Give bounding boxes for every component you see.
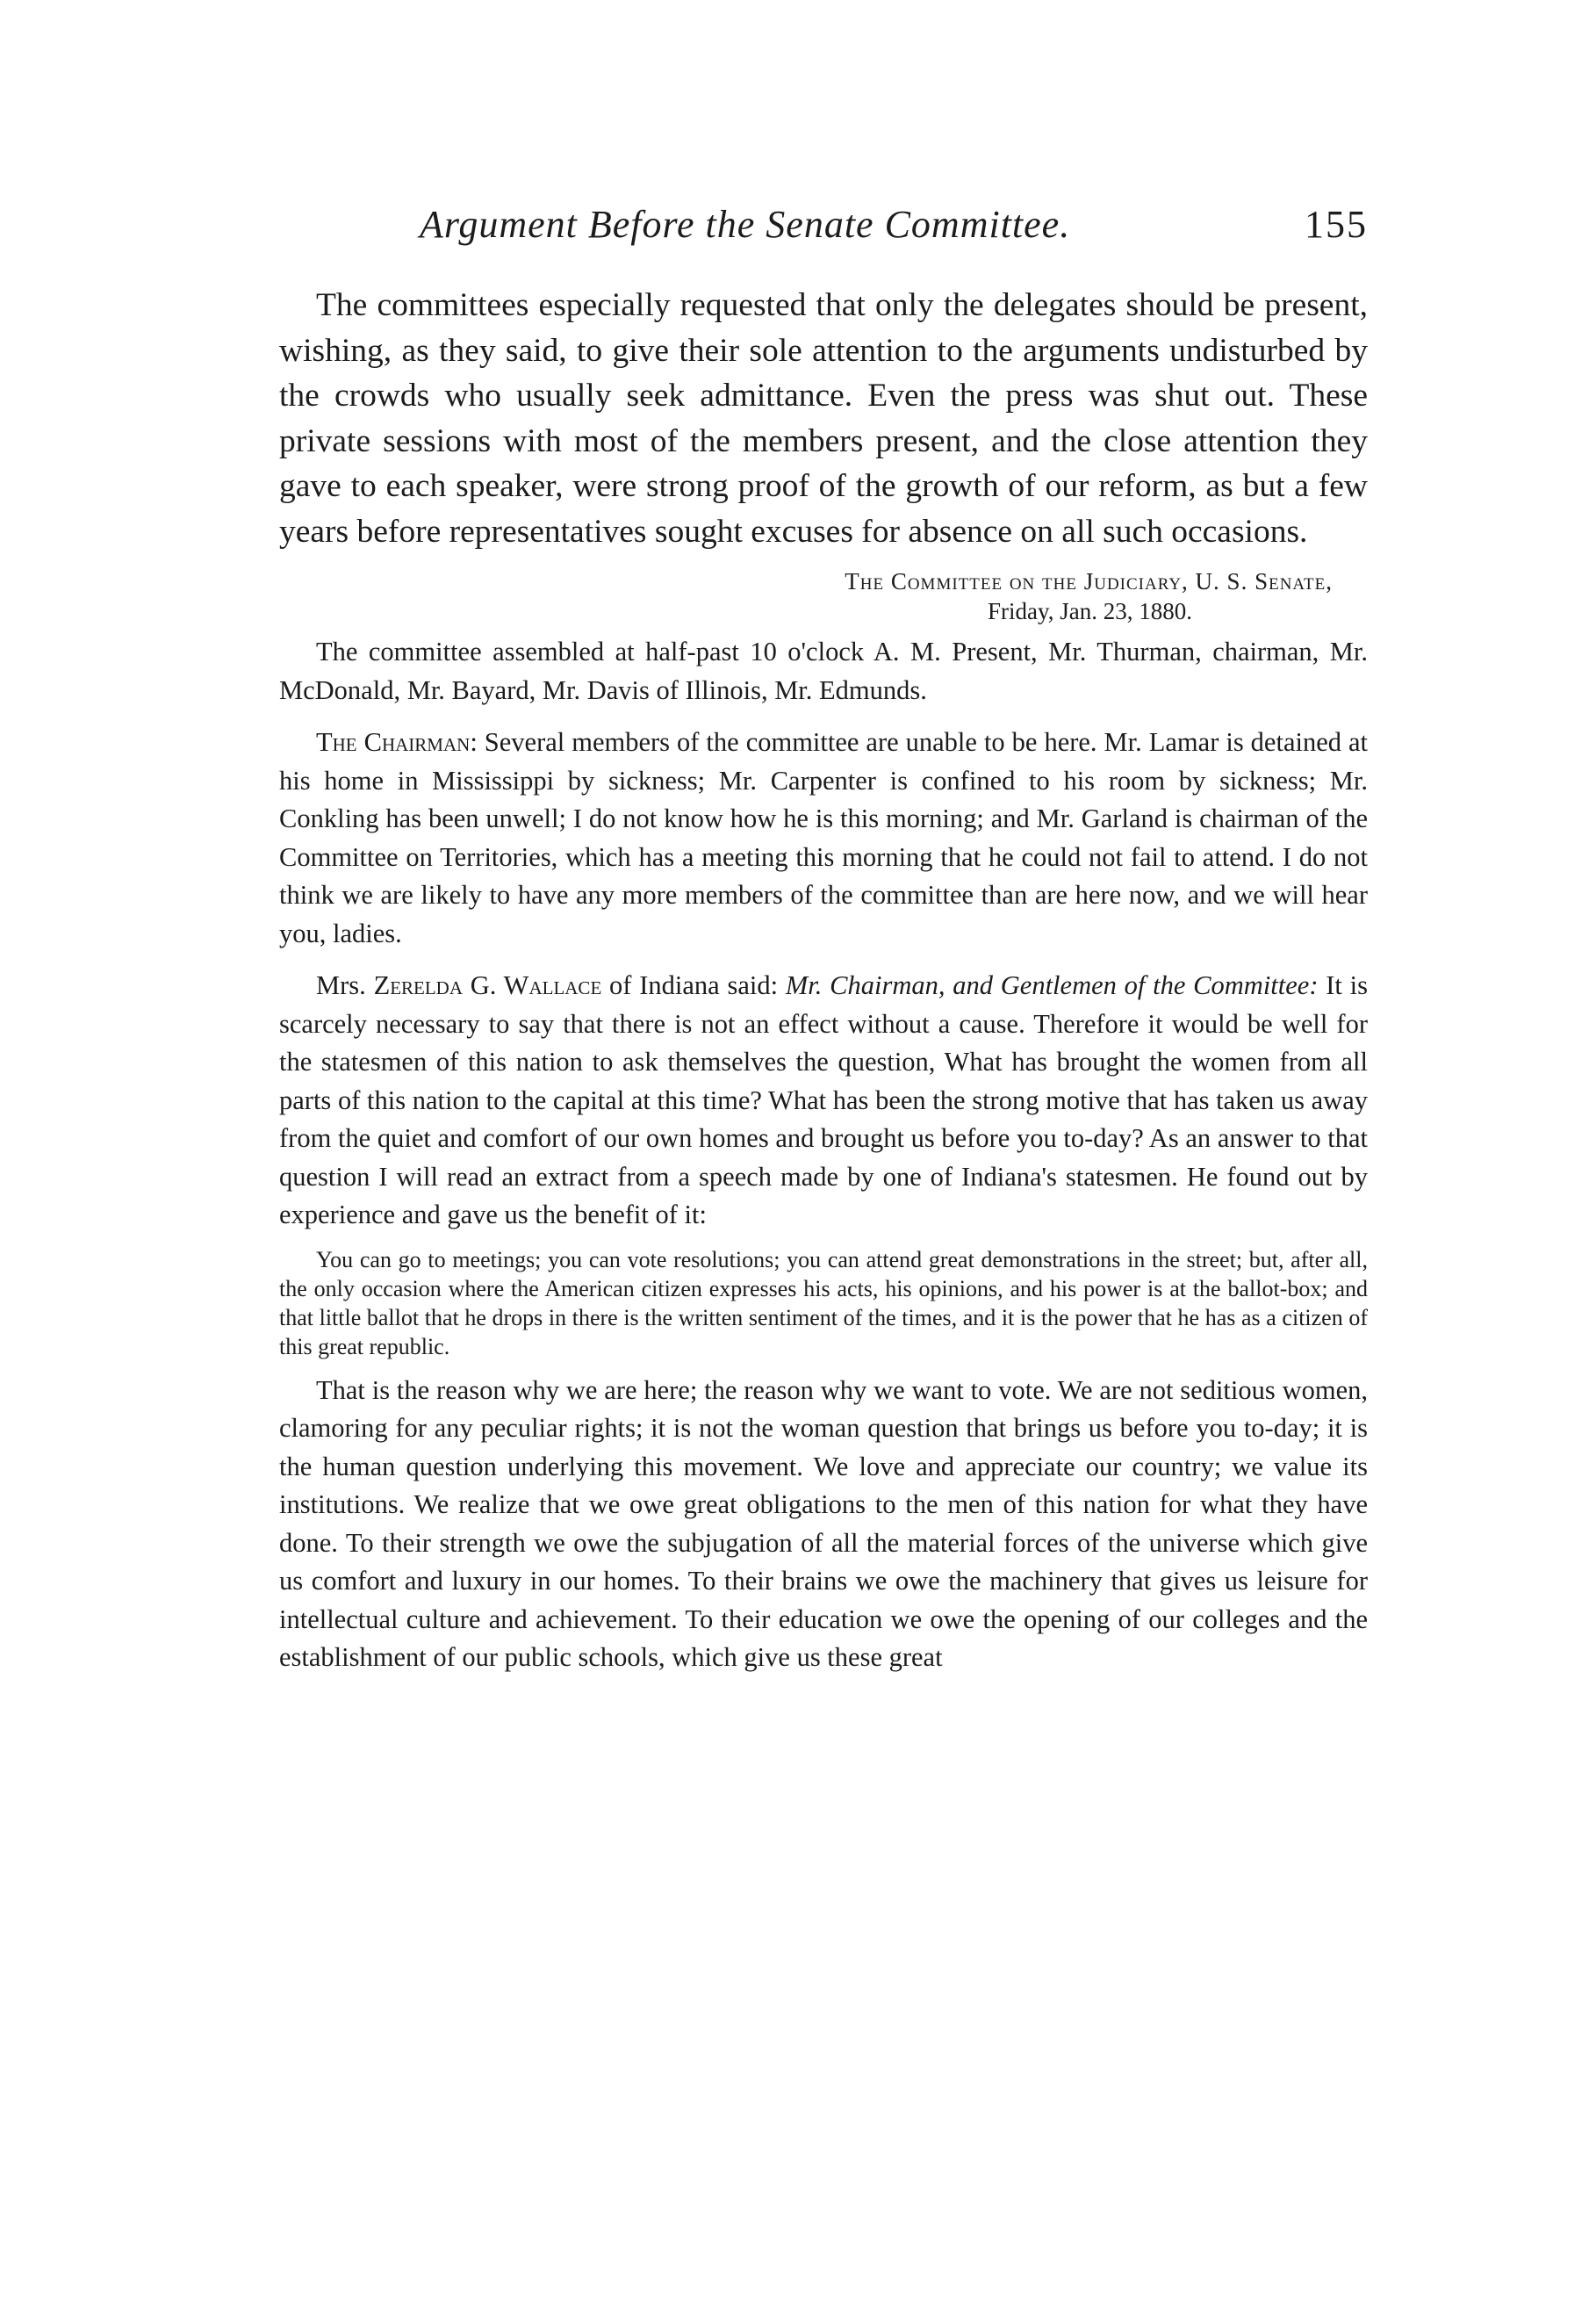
chairman-text: : Several members of the committee are unable to be here. Mr. Lamar is detained at his home in Mississippi by sickness; Mr. Carpenter is confined to his room by sickness; Mr. Conkling has been unwell; I do not know how he is this morning; and Mr. Garland is chairman of the Committee on Territories, which has a meeting this morning that he could not fail to attend. I do not think we are likely to have any more members of the committee than are here now, and we will hear you, ladies. xyxy=(279,727,1368,948)
wallace-origin: of Indiana said: xyxy=(601,970,786,1000)
wallace-paragraph xyxy=(279,967,1368,1235)
closing-paragraph: That is the reason why we are here; the reason why we want to vote. We are not seditious women, clamoring for any peculiar rights; it is not the woman question that brings us before you to-day; it is the human question underlying this movement. We love and appreciate our country; we value its institutions. We realize that we owe great obligations to the men of this nation for what they have done. To their strength we owe the subjugation of all the material forces of the universe which give us comfort and luxury in our homes. To their brains we owe the machinery that gives us leisure for intellectual culture and achievement. To their education we owe the opening of our colleges and the establishment of our public schools, which give us these great xyxy=(279,1374,1368,1672)
block-quote: You can go to meetings; you can vote resolutions; you can attend great demonstrations in the street; but, after all, the only occasion where the American citizen expresses his acts, his opinions, and his power is at the ballot-box; and that little ballot that he drops in there is the written sentiment of the times, and it is the power that he has as a citizen of this great republic. xyxy=(279,1246,1368,1359)
running-head xyxy=(279,202,1368,265)
intro-paragraph: The committees especially requested that only the delegates should be present, wishing, as they said, to give their sole attention to the arguments undisturbed by the crowds who usually seek admittance. Even the press was shut out. These private sessions with most of the members present, and the close attention they gave to each speaker, were strong proof of the growth of our reform, as but a few years before representatives sought excuses for absence on all such occasions. xyxy=(279,287,1368,550)
dateline-date: Friday, Jan. 23, 1880. xyxy=(988,598,1192,624)
page-number: 155 xyxy=(1305,203,1368,246)
book-page xyxy=(279,202,1368,1677)
dateline xyxy=(279,566,1368,626)
chairman-speaker: The Chairman xyxy=(316,727,471,757)
running-title: Argument Before the Senate Committee. xyxy=(420,203,1071,246)
dateline-committee: The Committee on the Judiciary, U. S. Senate, xyxy=(845,568,1333,595)
wallace-address: Mr. Chairman, and Gentlemen of the Committee: xyxy=(785,970,1319,1000)
chairman-paragraph xyxy=(279,724,1368,953)
wallace-speaker: Zerelda G. Wallace xyxy=(373,970,602,1000)
wallace-text: It is scarcely necessary to say that there is not an effect without a cause. Therefore it would be well for the statesmen of this nation to ask themselves the question, What has brought the women from all parts of this nation to the capital at this time? What has been the strong motive that has taken us away from the quiet and comfort of our own homes and brought us before you to-day? As an answer to that question I will read an extract from a speech made by one of Indiana's statesmen. He found out by experience and gave us the benefit of it: xyxy=(279,970,1369,1229)
attendance-paragraph: The committee assembled at half-past 10 o'clock A. M. Present, Mr. Thurman, chairman, Mr. McDonald, Mr. Bayard, Mr. Davis of Illinois, Mr. Edmunds. xyxy=(279,637,1368,705)
wallace-prefix: Mrs. xyxy=(316,970,366,1000)
